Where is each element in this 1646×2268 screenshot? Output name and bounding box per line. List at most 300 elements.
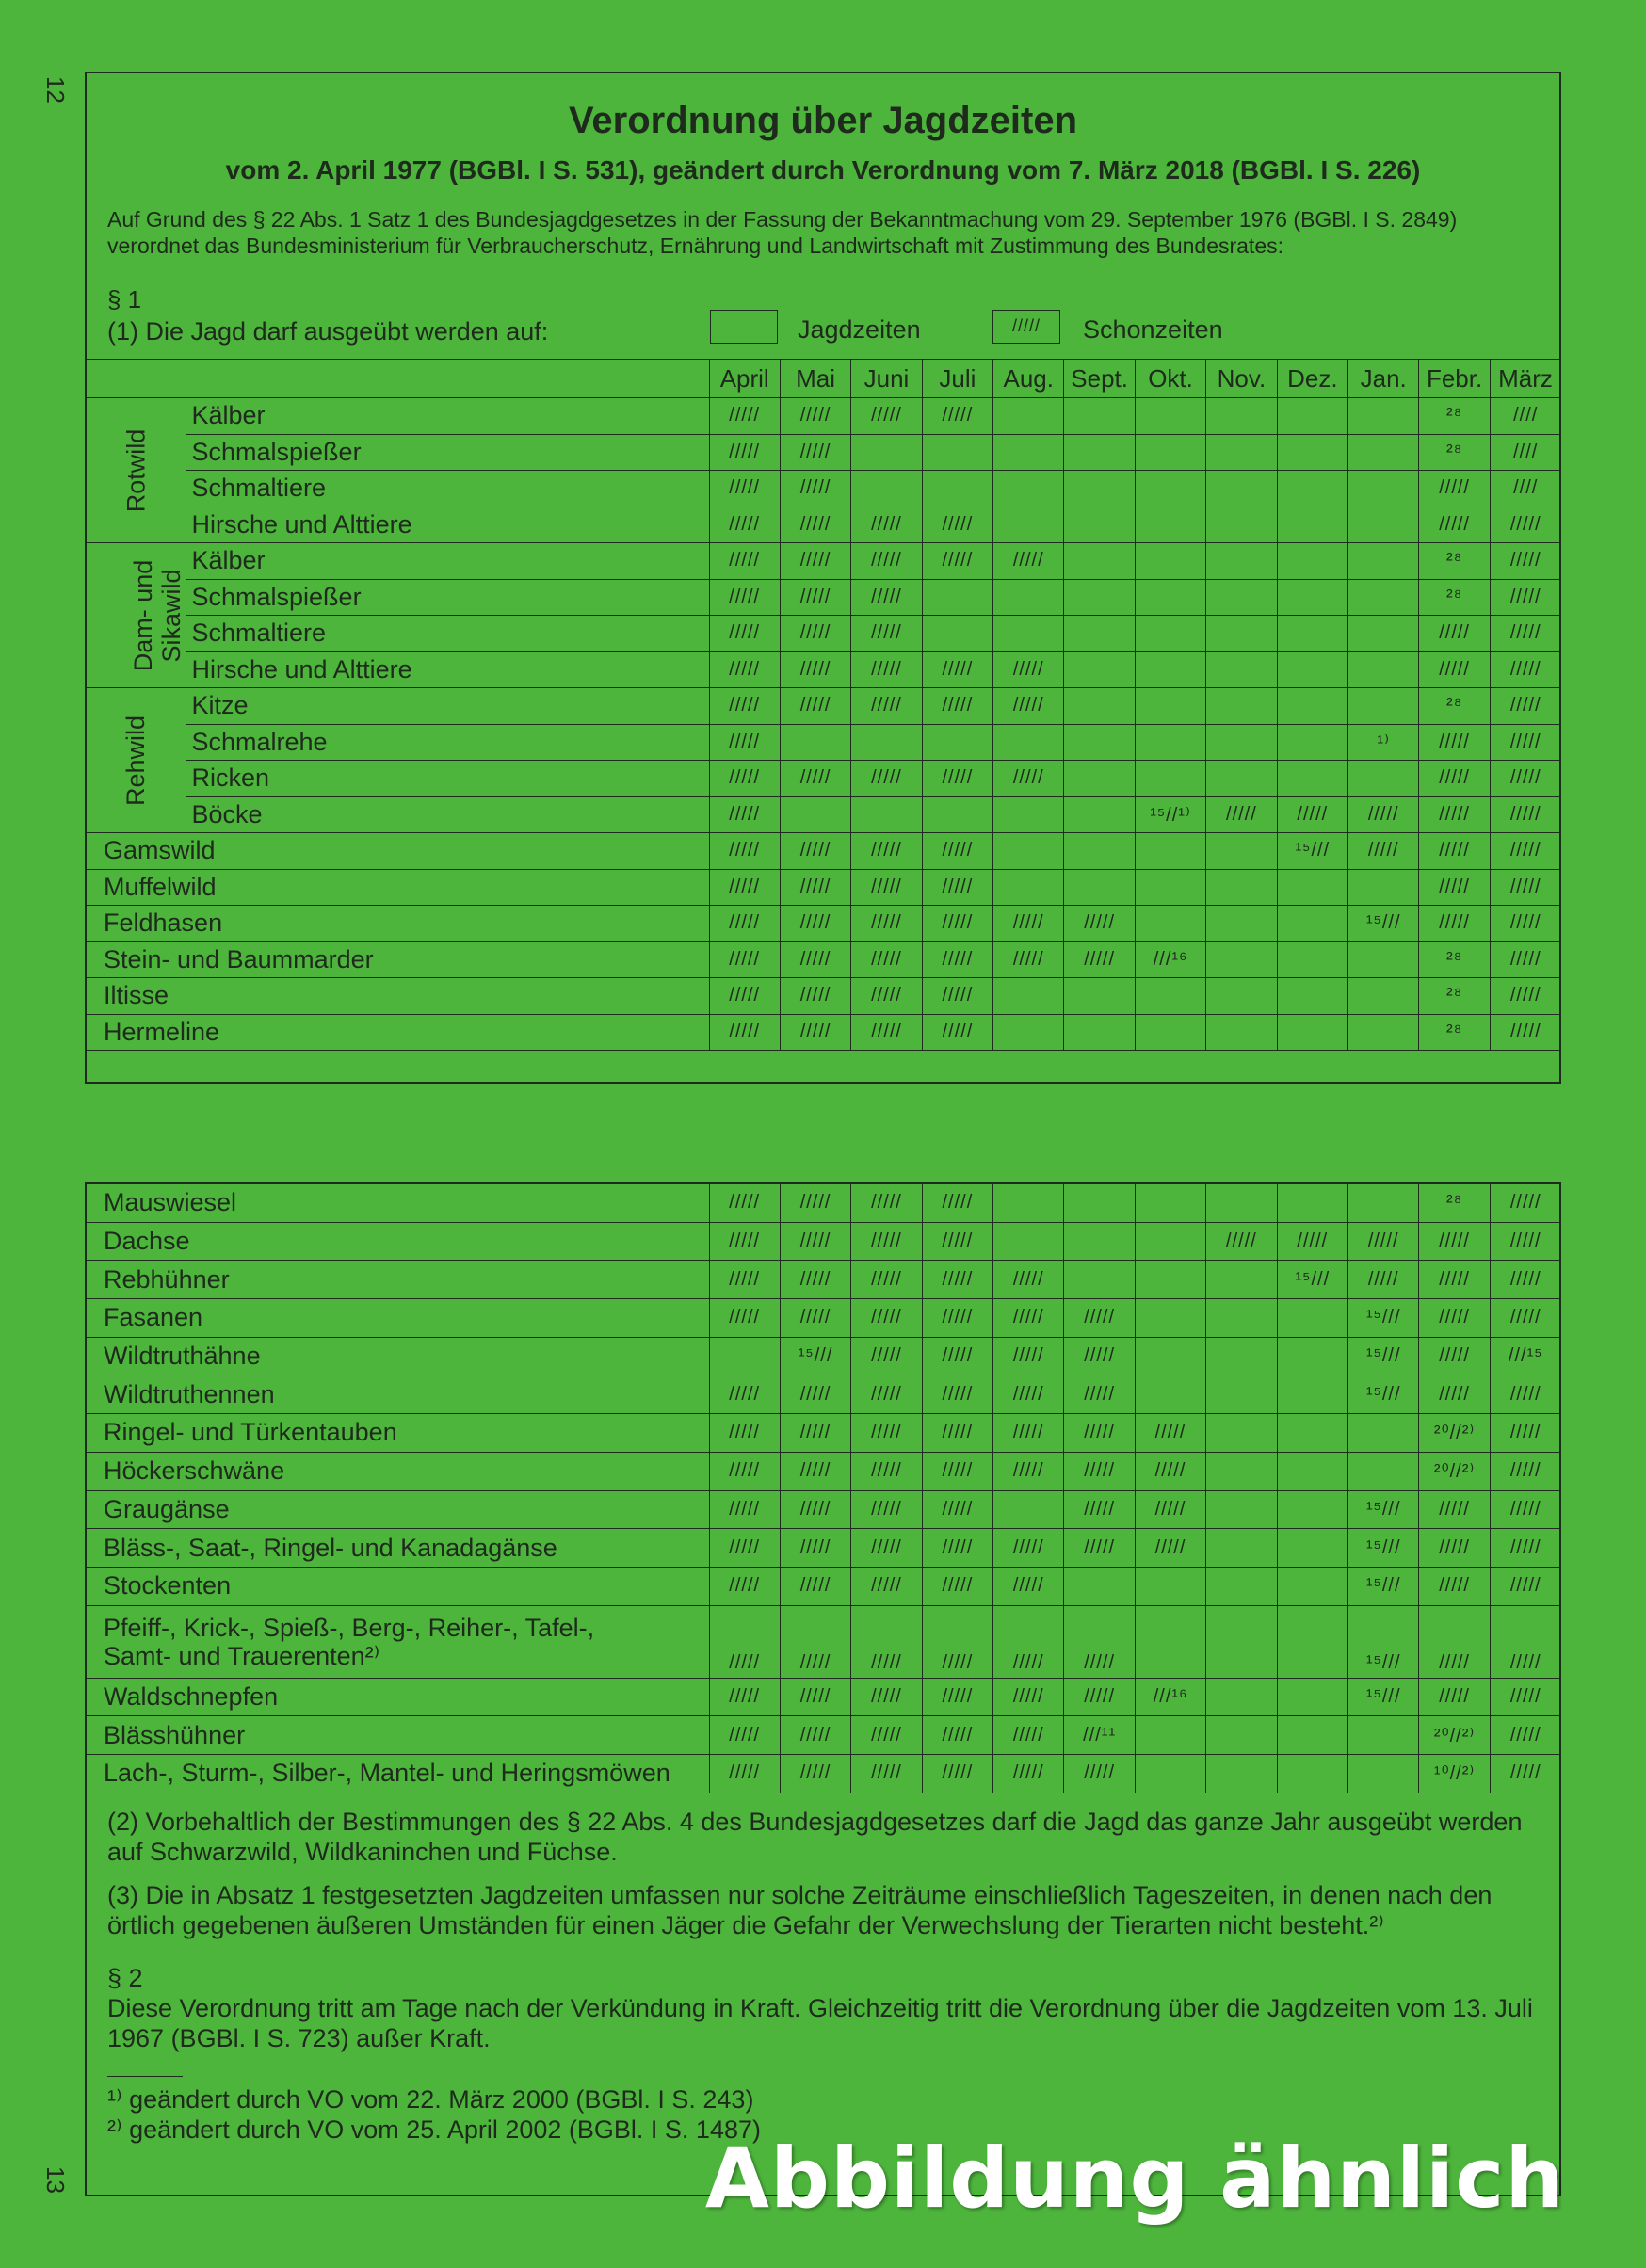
page-number-bottom: 13 <box>40 2166 70 2194</box>
species-label: Graugänse <box>87 1490 709 1529</box>
season-cell <box>1135 1375 1205 1414</box>
season-cell: ///// <box>1490 1299 1560 1338</box>
watermark-text: Abbildung ähnlich <box>704 2130 1565 2227</box>
season-cell: ///// <box>709 1452 780 1490</box>
season-cell: ///// <box>1490 579 1560 616</box>
season-cell <box>709 1337 780 1375</box>
season-cell <box>780 724 850 761</box>
season-cell: ///// <box>1419 1678 1490 1716</box>
season-cell <box>1064 688 1135 725</box>
season-cell: ///// <box>780 869 850 906</box>
season-cell <box>1206 1375 1277 1414</box>
season-cell <box>1348 434 1419 471</box>
season-cell <box>1206 579 1277 616</box>
species-group-text: Rotwild <box>121 428 151 512</box>
season-cell: ///¹⁶ <box>1135 1678 1205 1716</box>
season-cell: ²⁸ <box>1419 579 1490 616</box>
season-cell: ///// <box>709 1299 780 1338</box>
species-label: Kälber <box>186 543 709 580</box>
season-cell <box>1277 1299 1347 1338</box>
season-cell: ///// <box>922 507 992 543</box>
season-cell: ¹⁵/// <box>1348 1490 1419 1529</box>
season-cell: ¹⁵/// <box>1348 1567 1419 1605</box>
season-cell: ///// <box>1419 796 1490 833</box>
season-cell: ///// <box>709 471 780 507</box>
season-cell: ///// <box>851 761 922 797</box>
season-cell: ///// <box>851 1605 922 1678</box>
season-cell <box>1135 434 1205 471</box>
season-cell <box>922 796 992 833</box>
species-label: Kälber <box>186 398 709 435</box>
species-label: Pfeiff-, Krick-, Spieß-, Berg-, Reiher-, Tafel-, Samt- und Trauerenten²⁾ <box>87 1605 709 1678</box>
season-cell <box>993 796 1064 833</box>
season-cell: ///// <box>709 1567 780 1605</box>
season-cell: ///// <box>780 1261 850 1299</box>
season-cell: ///// <box>993 1605 1064 1678</box>
legend-schon-box: ///// <box>992 310 1060 344</box>
season-cell <box>1277 978 1347 1015</box>
season-cell: ///// <box>1490 1605 1560 1678</box>
season-cell <box>1206 1567 1277 1605</box>
season-cell: ///// <box>922 398 992 435</box>
species-label: Schmalspießer <box>186 434 709 471</box>
season-cell: ///// <box>780 1452 850 1490</box>
season-cell <box>1206 616 1277 652</box>
species-label: Höckerschwäne <box>87 1452 709 1490</box>
season-cell: ///// <box>922 1414 992 1453</box>
season-cell: ///// <box>780 1014 850 1051</box>
season-cell <box>993 724 1064 761</box>
season-cell: ///// <box>709 869 780 906</box>
season-cell <box>922 434 992 471</box>
season-cell: ///// <box>780 1375 850 1414</box>
season-cell: ///// <box>922 1754 992 1793</box>
season-cell <box>1348 688 1419 725</box>
season-cell <box>1135 1754 1205 1793</box>
season-cell: ///// <box>780 1490 850 1529</box>
season-cell: ///// <box>993 651 1064 688</box>
season-cell <box>851 471 922 507</box>
season-cell <box>1348 1754 1419 1793</box>
species-label: Fasanen <box>87 1299 709 1338</box>
season-cell: ///// <box>851 1490 922 1529</box>
season-cell <box>1206 833 1277 870</box>
season-cell: ///// <box>851 507 922 543</box>
season-cell: ///// <box>780 906 850 942</box>
season-cell: ///// <box>1419 471 1490 507</box>
season-cell: ///// <box>780 471 850 507</box>
species-label: Wildtruthennen <box>87 1375 709 1414</box>
season-cell: ///// <box>1206 796 1277 833</box>
season-cell <box>1348 543 1419 580</box>
season-cell: ///// <box>922 651 992 688</box>
season-cell: ///// <box>922 761 992 797</box>
section-1-heading: § 1 <box>107 285 142 314</box>
season-cell: ///// <box>922 1605 992 1678</box>
intro-paragraph: Auf Grund des § 22 Abs. 1 Satz 1 des Bundesjagdgesetzes in der Fassung der Bekanntmachung vom 29. September 1976 (BGBl. I S. 2849) verordnet das Bundesministerium für Verbraucherschutz, Ernährung und Landwirtschaft mit Zustimmung des Bundesrates: <box>107 207 1458 258</box>
season-cell: ///// <box>709 724 780 761</box>
season-cell: ²⁸ <box>1419 1014 1490 1051</box>
season-cell <box>1348 869 1419 906</box>
season-cell <box>993 869 1064 906</box>
season-cell <box>1206 1014 1277 1051</box>
season-cell <box>1064 471 1135 507</box>
species-label: Muffelwild <box>87 869 709 906</box>
season-cell <box>1135 1337 1205 1375</box>
season-cell: ///// <box>709 688 780 725</box>
season-cell <box>1277 579 1347 616</box>
season-cell <box>993 434 1064 471</box>
table-row <box>87 1337 1561 1375</box>
species-label: Wildtruthähne <box>87 1337 709 1375</box>
season-cell <box>1277 1529 1347 1568</box>
season-cell: ///// <box>1064 1529 1135 1568</box>
season-cell: ///// <box>993 1754 1064 1793</box>
season-cell <box>1277 1490 1347 1529</box>
table-row <box>87 471 1561 507</box>
season-cell: ///// <box>922 941 992 978</box>
season-cell: ///// <box>1490 616 1560 652</box>
season-cell: ///// <box>709 761 780 797</box>
season-cell <box>1206 1678 1277 1716</box>
season-cell: ///// <box>1064 1452 1135 1490</box>
season-cell <box>1206 543 1277 580</box>
table-row <box>87 1678 1561 1716</box>
season-cell: ¹⁵/// <box>1348 1529 1419 1568</box>
season-cell: ///// <box>922 1184 992 1222</box>
season-cell <box>1277 1184 1347 1222</box>
season-cell: ///// <box>993 1337 1064 1375</box>
season-cell: ///// <box>1490 1716 1560 1755</box>
species-label: Kitze <box>186 688 709 725</box>
month-header: Jan. <box>1348 360 1419 398</box>
species-label: Feldhasen <box>87 906 709 942</box>
species-group-text: Dam- und Sikawild <box>129 559 186 671</box>
season-cell: ///// <box>993 906 1064 942</box>
season-cell <box>1135 507 1205 543</box>
season-cell: ///// <box>851 1678 922 1716</box>
table-row <box>87 978 1561 1015</box>
season-cell: ///// <box>709 1490 780 1529</box>
document-title: Verordnung über Jagdzeiten <box>568 100 1078 141</box>
season-cell: ///// <box>922 833 992 870</box>
season-cell: ///// <box>1419 1490 1490 1529</box>
season-cell <box>1064 833 1135 870</box>
season-cell: ///// <box>851 1014 922 1051</box>
species-group-text: Rehwild <box>121 715 151 806</box>
season-cell <box>1348 1452 1419 1490</box>
season-cell: ///// <box>780 398 850 435</box>
season-cell <box>993 471 1064 507</box>
season-cell <box>1064 978 1135 1015</box>
season-cell: ///// <box>851 1452 922 1490</box>
season-cell: ¹⁾ <box>1348 724 1419 761</box>
season-cell <box>1206 1716 1277 1755</box>
season-cell <box>993 616 1064 652</box>
season-cell: ///// <box>709 978 780 1015</box>
season-cell: ///// <box>1419 869 1490 906</box>
season-cell: ///// <box>1064 1337 1135 1375</box>
season-cell <box>1064 761 1135 797</box>
season-cell <box>1348 1414 1419 1453</box>
season-cell <box>1348 398 1419 435</box>
paragraph-3: (3) Die in Absatz 1 festgesetzten Jagdzeiten umfassen nur solche Zeiträume einschließlich Tageszeiten, in denen nach den örtlich gegebenen äußeren Umständen für einen Jäger die Gefahr der Verwechslung der Tierarten nicht besteht.²⁾ <box>107 1880 1493 1939</box>
season-cell <box>1064 1222 1135 1261</box>
season-cell <box>1277 434 1347 471</box>
season-cell: ///// <box>709 1678 780 1716</box>
regulation-top-frame <box>85 72 1561 1084</box>
season-cell <box>1277 1375 1347 1414</box>
season-cell: ///// <box>851 579 922 616</box>
species-label: Hirsche und Alttiere <box>186 651 709 688</box>
season-cell <box>851 434 922 471</box>
season-cell: ///// <box>922 1716 992 1755</box>
season-cell: ///// <box>1419 1261 1490 1299</box>
table-row <box>87 1452 1561 1490</box>
season-cell: ///// <box>922 1261 992 1299</box>
month-header: Juni <box>851 360 922 398</box>
header-blank <box>87 360 709 398</box>
page-number-top: 12 <box>40 76 70 104</box>
species-label: Böcke <box>186 796 709 833</box>
season-cell <box>922 579 992 616</box>
season-cell: ///// <box>1419 1605 1490 1678</box>
season-cell: ///// <box>993 1261 1064 1299</box>
season-cell: ///// <box>1277 1222 1347 1261</box>
season-cell <box>993 833 1064 870</box>
season-cell: ///// <box>851 1414 922 1453</box>
season-cell <box>1135 1299 1205 1338</box>
season-cell: ²⁸ <box>1419 941 1490 978</box>
species-label: Lach-, Sturm-, Silber-, Mantel- und Heringsmöwen <box>87 1754 709 1793</box>
season-cell: ²⁸ <box>1419 688 1490 725</box>
document-subtitle: vom 2. April 1977 (BGBl. I S. 531), geändert durch Verordnung vom 7. März 2018 (BGBl. I S. 226) <box>225 155 1421 185</box>
season-cell: ///// <box>851 688 922 725</box>
season-cell <box>1206 1605 1277 1678</box>
season-cell: ///// <box>922 1337 992 1375</box>
season-cell: ///// <box>1348 1222 1419 1261</box>
season-cell <box>993 1490 1064 1529</box>
season-cell: ///// <box>922 1014 992 1051</box>
season-cell <box>1064 579 1135 616</box>
season-cell: ///// <box>1277 796 1347 833</box>
season-cell: ///// <box>851 1261 922 1299</box>
season-cell: ///// <box>709 651 780 688</box>
season-cell: ///// <box>1490 1375 1560 1414</box>
table-row <box>87 1261 1561 1299</box>
season-cell <box>1064 398 1135 435</box>
season-cell <box>1206 978 1277 1015</box>
season-cell: ///// <box>780 1567 850 1605</box>
season-cell <box>1277 507 1347 543</box>
season-cell <box>1206 398 1277 435</box>
season-cell <box>1206 507 1277 543</box>
season-cell <box>1064 651 1135 688</box>
paragraph-2: (2) Vorbehaltlich der Bestimmungen des § 22 Abs. 4 des Bundesjagdgesetzes darf die Jagd das ganze Jahr ausgeübt werden auf Schwarzwild, Wildkaninchen und Füchse. <box>107 1807 1523 1866</box>
hunting-season-table-bottom <box>87 1184 1561 1793</box>
season-cell: ///// <box>1419 1222 1490 1261</box>
season-cell <box>1064 1567 1135 1605</box>
season-cell: ///// <box>1490 724 1560 761</box>
season-cell: ///// <box>851 398 922 435</box>
season-cell: ///// <box>1348 833 1419 870</box>
season-cell <box>1064 434 1135 471</box>
season-cell <box>851 796 922 833</box>
table-row <box>87 543 1561 580</box>
season-cell <box>993 507 1064 543</box>
season-cell: ///// <box>1064 1605 1135 1678</box>
season-cell <box>993 978 1064 1015</box>
season-cell: ///// <box>780 1605 850 1678</box>
table-row <box>87 1490 1561 1529</box>
table-row <box>87 651 1561 688</box>
season-cell: ///// <box>1064 1414 1135 1453</box>
season-cell: ///// <box>1490 869 1560 906</box>
season-cell: ²⁸ <box>1419 398 1490 435</box>
season-cell: ²⁰//²⁾ <box>1419 1716 1490 1755</box>
season-cell: ///// <box>709 543 780 580</box>
section-2-heading: § 2 <box>107 1963 143 1992</box>
table-row <box>87 434 1561 471</box>
season-cell: ///// <box>780 1299 850 1338</box>
season-cell <box>1064 869 1135 906</box>
season-cell: ///¹¹ <box>1064 1716 1135 1755</box>
season-cell <box>1206 906 1277 942</box>
season-cell: ///// <box>709 1414 780 1453</box>
season-cell: ///// <box>851 1375 922 1414</box>
month-header: Mai <box>780 360 850 398</box>
species-label: Ringel- und Türkentauben <box>87 1414 709 1453</box>
table-row <box>87 616 1561 652</box>
season-cell <box>1277 471 1347 507</box>
month-header: Dez. <box>1277 360 1347 398</box>
season-cell: ///// <box>993 1529 1064 1568</box>
season-cell: ///// <box>1064 1375 1135 1414</box>
season-cell: ///// <box>1348 796 1419 833</box>
season-cell: ///// <box>851 1754 922 1793</box>
season-cell: ///// <box>1490 688 1560 725</box>
section-2-text: Diese Verordnung tritt am Tage nach der Verkündung in Kraft. Gleichzeitig tritt die Verordnung über die Jagdzeiten vom 13. Juli 1967 (BGBl. I S. 723) außer Kraft. <box>107 1993 1533 2052</box>
season-cell <box>1135 579 1205 616</box>
season-cell: ///// <box>1490 1567 1560 1605</box>
table-row <box>87 761 1561 797</box>
season-cell <box>1135 869 1205 906</box>
season-cell: ///// <box>993 543 1064 580</box>
season-cell: ²⁸ <box>1419 434 1490 471</box>
month-header: Nov. <box>1206 360 1277 398</box>
season-cell <box>1135 471 1205 507</box>
season-cell: ¹⁵/// <box>1348 1605 1419 1678</box>
season-cell: ///// <box>1490 507 1560 543</box>
season-cell <box>851 724 922 761</box>
season-cell: ///// <box>922 906 992 942</box>
season-cell: ///// <box>780 1414 850 1453</box>
season-cell <box>1277 941 1347 978</box>
season-cell: ///// <box>1490 651 1560 688</box>
season-cell <box>1064 543 1135 580</box>
season-cell <box>1277 1605 1347 1678</box>
table-row <box>87 796 1561 833</box>
season-cell: ///// <box>780 543 850 580</box>
season-cell: ///// <box>780 941 850 978</box>
table-row <box>87 579 1561 616</box>
season-cell <box>1277 1678 1347 1716</box>
season-cell <box>1206 1414 1277 1453</box>
season-cell: ///// <box>709 434 780 471</box>
table-row <box>87 1222 1561 1261</box>
season-cell: ¹⁵/// <box>1348 1375 1419 1414</box>
season-cell: ///// <box>709 398 780 435</box>
table-row <box>87 1605 1561 1678</box>
species-label: Dachse <box>87 1222 709 1261</box>
season-cell: ///// <box>780 616 850 652</box>
season-cell: ²⁸ <box>1419 543 1490 580</box>
species-label: Gamswild <box>87 833 709 870</box>
table-row <box>87 869 1561 906</box>
season-cell: ///// <box>780 688 850 725</box>
season-cell: ///// <box>993 1716 1064 1755</box>
season-cell: ///// <box>851 651 922 688</box>
season-cell: ///// <box>709 796 780 833</box>
season-cell: ///// <box>1206 1222 1277 1261</box>
table-row <box>87 724 1561 761</box>
season-cell <box>1206 471 1277 507</box>
table-row <box>87 1184 1561 1222</box>
species-label: Stockenten <box>87 1567 709 1605</box>
season-cell: ///// <box>1490 1261 1560 1299</box>
season-cell: ²⁰//²⁾ <box>1419 1414 1490 1453</box>
species-label: Stein- und Baummarder <box>87 941 709 978</box>
season-cell: ///// <box>1419 1529 1490 1568</box>
season-cell: ///// <box>709 1261 780 1299</box>
season-cell <box>1277 398 1347 435</box>
season-cell: ///// <box>709 1184 780 1222</box>
season-cell: ///// <box>993 761 1064 797</box>
month-header: Juli <box>922 360 992 398</box>
species-label: Ricken <box>186 761 709 797</box>
season-cell: ///// <box>851 1529 922 1568</box>
season-cell <box>1135 761 1205 797</box>
season-cell: ²⁰//²⁾ <box>1419 1452 1490 1490</box>
species-label: Rebhühner <box>87 1261 709 1299</box>
season-cell <box>1348 978 1419 1015</box>
table-row <box>87 1529 1561 1568</box>
table-row <box>87 507 1561 543</box>
season-cell: ///// <box>1419 616 1490 652</box>
season-cell <box>1064 724 1135 761</box>
season-cell <box>1348 1014 1419 1051</box>
table-row <box>87 1414 1561 1453</box>
season-cell: ///// <box>709 579 780 616</box>
season-cell: ///// <box>1419 507 1490 543</box>
season-cell: ///// <box>1348 1261 1419 1299</box>
season-cell: ///// <box>780 651 850 688</box>
table-row <box>87 833 1561 870</box>
species-label: Schmaltiere <box>186 616 709 652</box>
season-cell <box>1206 434 1277 471</box>
season-cell: ///// <box>993 1299 1064 1338</box>
season-cell: ///// <box>993 1567 1064 1605</box>
species-label: Bläss-, Saat-, Ringel- und Kanadagänse <box>87 1529 709 1568</box>
legend-jagd-label: Jagdzeiten <box>798 315 921 344</box>
season-cell <box>1277 1452 1347 1490</box>
season-cell: ///// <box>780 434 850 471</box>
regulation-bottom-frame <box>85 1182 1561 2196</box>
season-cell <box>1206 651 1277 688</box>
season-cell <box>1135 543 1205 580</box>
season-cell <box>1348 651 1419 688</box>
footnote-2: ²⁾ geändert durch VO vom 25. April 2002 (BGBl. I S. 1487) <box>107 2115 761 2144</box>
